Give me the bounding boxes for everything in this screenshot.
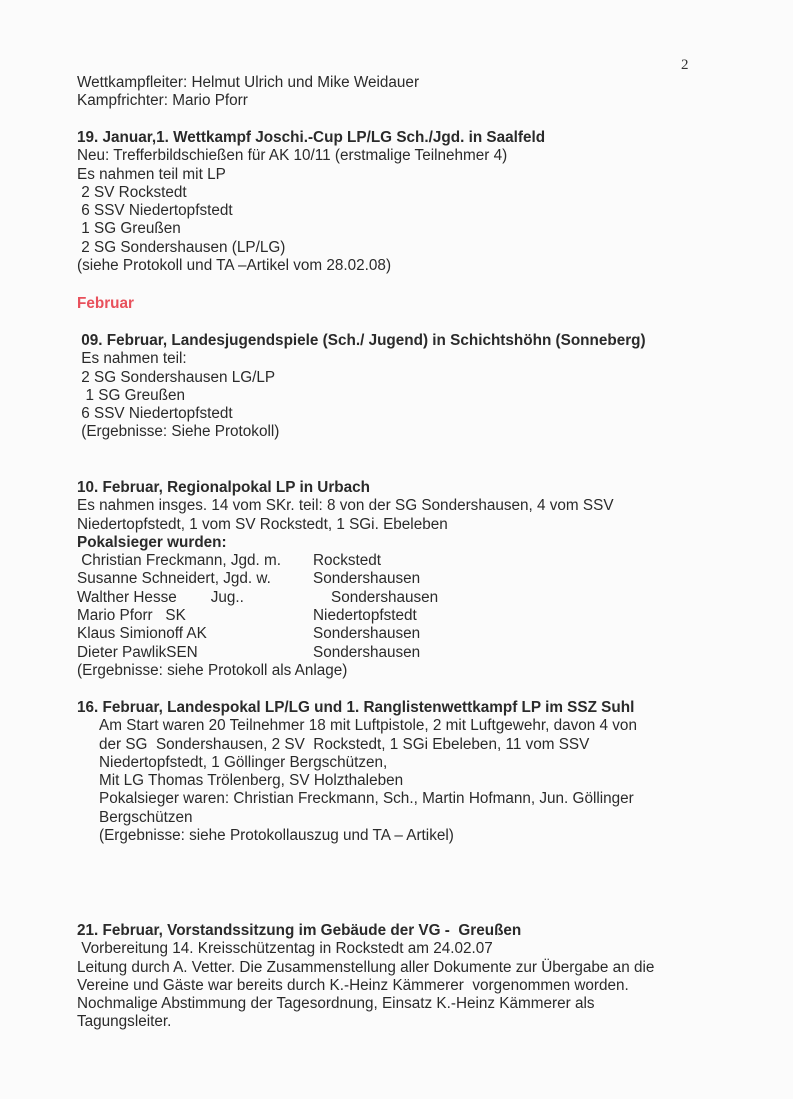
section-feb09 [77, 332, 757, 442]
text-line: 2 SG Sondershausen LG/LP [77, 368, 276, 386]
text-line: 6 SSV Niedertopfstedt [77, 202, 233, 220]
section-title: 10. Februar, Regionalpokal LP in Urbach [77, 479, 370, 496]
section-feb21 [77, 922, 757, 1032]
winner-name: Walther Hesse Jug.. [77, 588, 244, 606]
text-line: Vorbereitung 14. Kreisschützentag in Rockstedt am 24.02.07 [77, 940, 493, 958]
winner-row [77, 607, 757, 625]
winner-club: Sondershausen [313, 570, 421, 588]
winner-row [77, 570, 757, 588]
page-number: 2 [681, 57, 689, 73]
text-line: Pokalsieger waren: Christian Freckmann, Sch., Martin Hofmann, Jun. Göllinger [99, 790, 634, 808]
text-line: 1 SG Greußen [77, 386, 185, 404]
text-line: 1 SG Greußen [77, 220, 181, 238]
text-line: (siehe Protokoll und TA –Artikel vom 28.02.08) [77, 257, 392, 275]
winner-name: Klaus Simionoff AK [77, 625, 207, 643]
winner-club: Niedertopfstedt [313, 607, 417, 625]
section-title: 21. Februar, Vorstandssitzung im Gebäude der VG - Greußen [77, 922, 522, 939]
text-line: Es nahmen insges. 14 vom SKr. teil: 8 von der SG Sondershausen, 4 vom SSV [77, 497, 614, 515]
section-title: 09. Februar, Landesjugendspiele (Sch./ Jugend) in Schichtshöhn (Sonneberg) [77, 332, 646, 349]
text-line: der SG Sondershausen, 2 SV Rockstedt, 1 SGi Ebeleben, 11 vom SSV [99, 735, 590, 753]
winner-club: Sondershausen [331, 588, 439, 606]
text-line: Niedertopfstedt, 1 Göllinger Bergschützen, [99, 753, 388, 771]
text-line: Vereine und Gäste war bereits durch K.-Heinz Kämmerer vorgenommen worden. [77, 976, 629, 994]
section-feb16 [77, 699, 757, 845]
text-line: Es nahmen teil: [77, 350, 187, 368]
winner-club: Sondershausen [313, 625, 421, 643]
month-heading-block [77, 295, 757, 313]
text-line: Mit LG Thomas Trölenberg, SV Holzthaleben [99, 772, 404, 790]
text-line: (Ergebnisse: siehe Protokoll als Anlage) [77, 661, 348, 679]
text-line: 6 SSV Niedertopfstedt [77, 405, 233, 423]
winner-row [77, 644, 757, 662]
section-body [77, 717, 757, 845]
header-line-referee: Kampfrichter: Mario Pforr [77, 92, 248, 110]
winner-row [77, 552, 757, 570]
winners-label: Pokalsieger wurden: [77, 533, 227, 551]
winner-name: Susanne Schneidert, Jgd. w. [77, 570, 271, 588]
month-heading: Februar [77, 295, 134, 312]
text-line: Bergschützen [99, 808, 193, 826]
header-block [77, 74, 757, 111]
section-title: 19. Januar,1. Wettkampf Joschi.-Cup LP/LG Sch./Jgd. in Saalfeld [77, 129, 546, 146]
header-line-judge: Wettkampfleiter: Helmut Ulrich und Mike Weidauer [77, 74, 420, 91]
text-line: 2 SV Rockstedt [77, 183, 187, 201]
winner-club: Rockstedt [313, 552, 382, 570]
winner-row [77, 589, 757, 607]
winner-name: Christian Freckmann, Jgd. m. [77, 552, 282, 570]
text-line: Es nahmen teil mit LP [77, 165, 226, 183]
text-line: Leitung durch A. Vetter. Die Zusammenstellung aller Dokumente zur Übergabe an die [77, 958, 655, 976]
text-line: 2 SG Sondershausen (LP/LG) [77, 238, 286, 256]
text-line: (Ergebnisse: Siehe Protokoll) [77, 423, 280, 441]
text-line: (Ergebnisse: siehe Protokollauszug und TA – Artikel) [99, 827, 454, 845]
section-feb10 [77, 479, 757, 680]
winner-name: Dieter PawlikSEN [77, 643, 198, 661]
text-line: Neu: Trefferbildschießen für AK 10/11 (erstmalige Teilnehmer 4) [77, 147, 508, 165]
text-line: Tagungsleiter. [77, 1013, 172, 1031]
winner-club: Sondershausen [313, 643, 421, 661]
section-title: 16. Februar, Landespokal LP/LG und 1. Ranglistenwettkampf LP im SSZ Suhl [77, 699, 635, 716]
text-line: Nochmalige Abstimmung der Tagesordnung, Einsatz K.-Heinz Kämmerer als [77, 995, 595, 1013]
winner-row [77, 625, 757, 643]
winner-name: Mario Pforr SK [77, 607, 186, 625]
text-line: Niedertopfstedt, 1 vom SV Rockstedt, 1 SGi. Ebeleben [77, 515, 448, 533]
section-jan19 [77, 129, 757, 275]
text-line: Am Start waren 20 Teilnehmer 18 mit Luftpistole, 2 mit Luftgewehr, davon 4 von [99, 717, 637, 735]
